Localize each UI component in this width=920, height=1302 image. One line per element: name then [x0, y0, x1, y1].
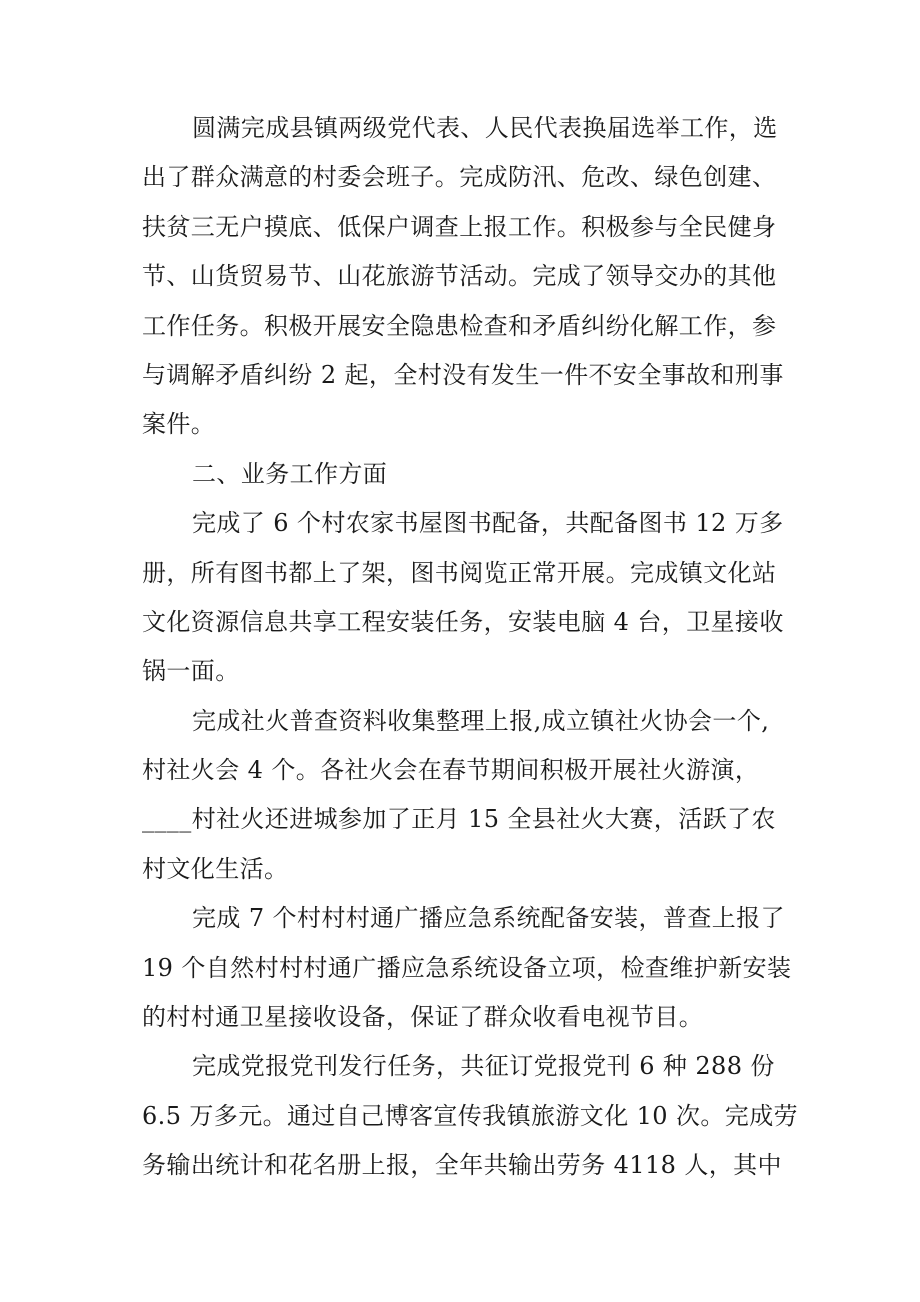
text-line: 村社火会 4 个。各社火会在春节期间积极开展社火游演， — [142, 756, 760, 785]
text-line: 完成党报党刊发行任务，共征订党报党刊 6 种 288 份 — [192, 1052, 775, 1081]
paragraph-library-books — [142, 499, 782, 697]
text-line: 19 个自然村村村通广播应急系统设备立项，检查维护新安装 — [142, 953, 792, 982]
text-line: 册，所有图书都上了架，图书阅览正常开展。完成镇文化站 — [142, 558, 777, 587]
text-line: 的村村通卫星接收设备，保证了群众收看电视节目。 — [142, 1003, 704, 1032]
text-line: 工作任务。积极开展安全隐患检查和矛盾纠纷化解工作，参 — [142, 311, 777, 340]
paragraph-newspaper-labor — [142, 1042, 798, 1190]
paragraph-election-work — [142, 104, 782, 450]
paragraph-shehuo-survey — [142, 697, 782, 895]
text-line: 锅一面。 — [142, 657, 240, 686]
paragraph-broadcast-system — [142, 894, 792, 1042]
text-line: 6.5 万多元。通过自己博客宣传我镇旅游文化 10 次。完成劳 — [142, 1101, 798, 1130]
text-line: 圆满完成县镇两级党代表、人民代表换届选举工作，选 — [192, 114, 778, 142]
text-line: 节、山货贸易节、山花旅游节活动。完成了领导交办的其他 — [142, 262, 777, 291]
section-heading: 二、业务工作方面 — [192, 459, 388, 488]
text-line: 务输出统计和花名册上报，全年共输出劳务 4118 人，其中 — [142, 1151, 782, 1180]
section-heading-business-work — [142, 450, 782, 499]
text-line: 扶贫三无户摸底、低保户调查上报工作。积极参与全民健身 — [142, 212, 777, 241]
text-line: 与调解矛盾纠纷 2 起，全村没有发生一件不安全事故和刑事 — [142, 360, 784, 389]
text-line: 完成了 6 个村农家书屋图书配备，共配备图书 12 万多 — [192, 509, 784, 538]
text-line: 完成 7 个村村村通广播应急系统配备安装，普查上报了 — [192, 904, 785, 933]
text-line: 案件。 — [142, 410, 216, 439]
text-line: ____村社火还进城参加了正月 15 全县社火大赛，活跃了农 — [142, 805, 776, 834]
text-line: 村文化生活。 — [142, 854, 289, 883]
text-line: 完成社火普查资料收集整理上报,成立镇社火协会一个, — [192, 706, 770, 735]
text-line: 文化资源信息共享工程安装任务，安装电脑 4 台，卫星接收 — [142, 607, 784, 636]
text-line: 出了群众满意的村委会班子。完成防汛、危改、绿色创建、 — [142, 163, 777, 192]
document-body — [142, 104, 798, 1191]
